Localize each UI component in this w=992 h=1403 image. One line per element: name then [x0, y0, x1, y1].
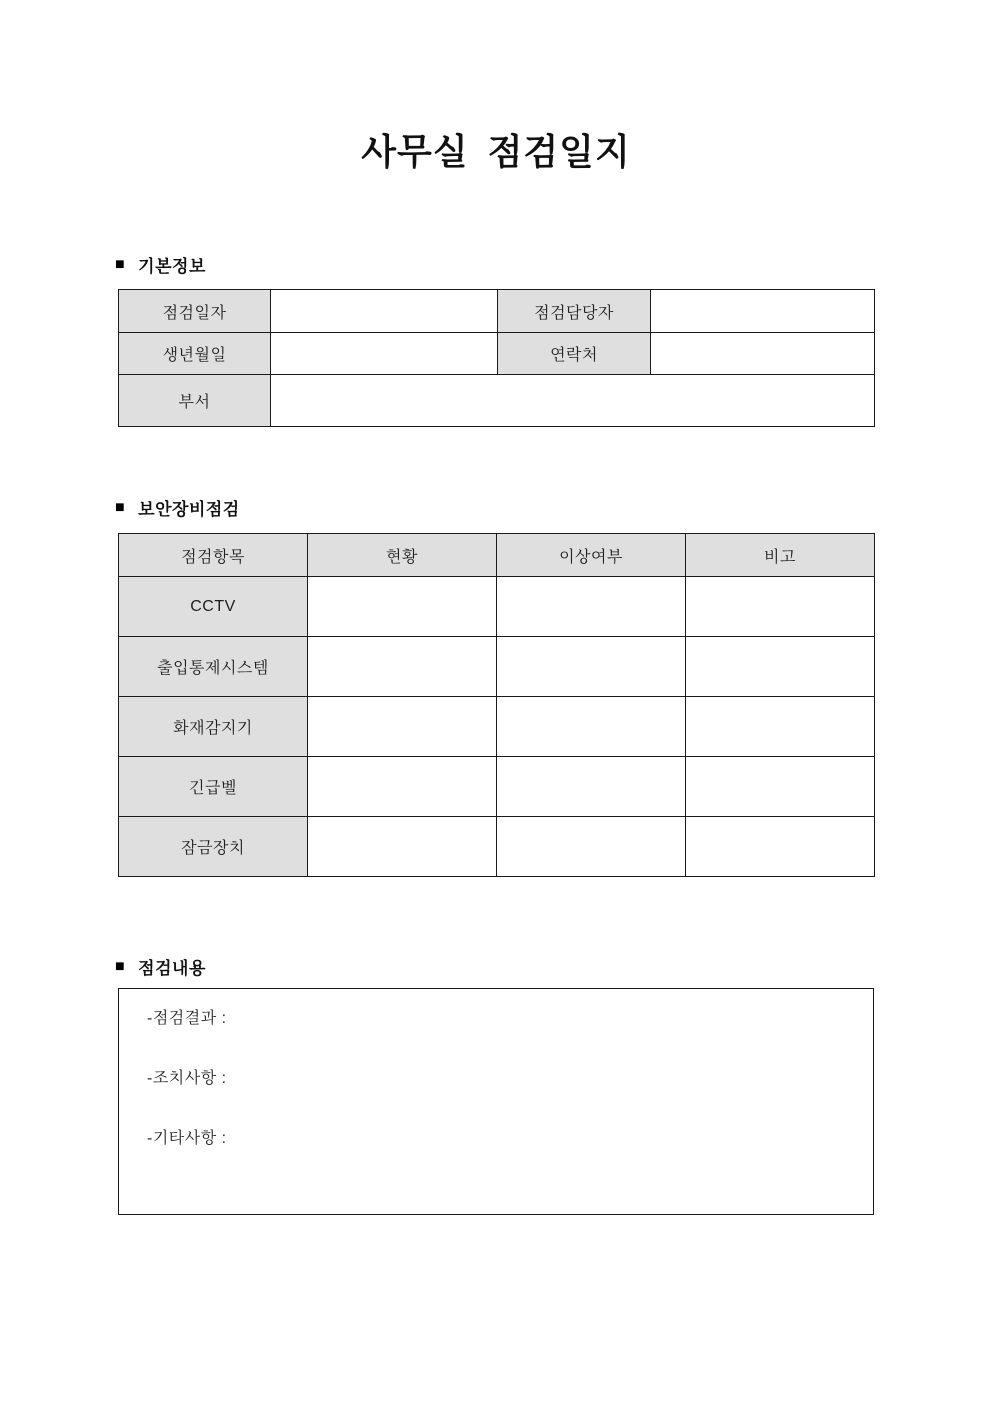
section-marker-icon: ■	[115, 498, 126, 516]
birth-date-label: 생년월일	[119, 333, 271, 375]
status-field[interactable]	[308, 697, 497, 757]
status-field[interactable]	[308, 637, 497, 697]
note-field[interactable]	[686, 757, 875, 817]
inspection-date-label: 점검일자	[119, 290, 271, 333]
section-title-equipment-check: 보안장비점검	[138, 500, 240, 519]
note-field[interactable]	[686, 577, 875, 637]
basic-info-table	[118, 289, 875, 427]
section-title-basic-info: 기본정보	[138, 257, 206, 276]
status-field[interactable]	[308, 757, 497, 817]
note-field[interactable]	[686, 637, 875, 697]
table-row-access-control	[119, 637, 875, 697]
inspection-content-box[interactable]	[118, 988, 874, 1215]
inspector-field[interactable]	[651, 290, 875, 333]
section-marker-icon: ■	[115, 255, 126, 273]
note-field[interactable]	[686, 697, 875, 757]
abnormal-field[interactable]	[497, 637, 686, 697]
table-row-lock-device	[119, 817, 875, 877]
equipment-check-table	[118, 533, 875, 877]
status-field[interactable]	[308, 577, 497, 637]
abnormal-field[interactable]	[497, 577, 686, 637]
table-row	[119, 333, 875, 375]
item-label-access-control: 출입통제시스템	[119, 637, 308, 697]
item-label-emergency-bell: 긴급벨	[119, 757, 308, 817]
column-header-abnormal: 이상여부	[497, 534, 686, 577]
table-row-fire-detector	[119, 697, 875, 757]
other-notes-line: -기타사항 :	[147, 1130, 227, 1147]
action-taken-line: -조치사항 :	[147, 1070, 227, 1087]
note-field[interactable]	[686, 817, 875, 877]
table-row	[119, 375, 875, 427]
column-header-note: 비고	[686, 534, 875, 577]
column-header-item: 점검항목	[119, 534, 308, 577]
item-label-lock-device: 잠금장치	[119, 817, 308, 877]
table-row	[119, 290, 875, 333]
document-title: 사무실 점검일지	[361, 131, 631, 172]
abnormal-field[interactable]	[497, 757, 686, 817]
abnormal-field[interactable]	[497, 697, 686, 757]
item-label-fire-detector: 화재감지기	[119, 697, 308, 757]
section-header-basic-info	[115, 252, 206, 277]
inspection-date-field[interactable]	[271, 290, 498, 333]
section-header-inspection-content	[115, 954, 206, 979]
department-label: 부서	[119, 375, 271, 427]
section-title-inspection-content: 점검내용	[138, 959, 206, 978]
abnormal-field[interactable]	[497, 817, 686, 877]
inspector-label: 점검담당자	[498, 290, 651, 333]
section-header-equipment-check	[115, 495, 240, 520]
table-row-cctv	[119, 577, 875, 637]
inspection-result-line: -점검결과 :	[147, 1010, 227, 1027]
status-field[interactable]	[308, 817, 497, 877]
department-field[interactable]	[271, 375, 875, 427]
item-label-cctv: CCTV	[119, 577, 308, 637]
contact-field[interactable]	[651, 333, 875, 375]
column-header-status: 현황	[308, 534, 497, 577]
contact-label: 연락처	[498, 333, 651, 375]
section-marker-icon: ■	[115, 957, 126, 975]
table-header-row	[119, 534, 875, 577]
table-row-emergency-bell	[119, 757, 875, 817]
birth-date-field[interactable]	[271, 333, 498, 375]
